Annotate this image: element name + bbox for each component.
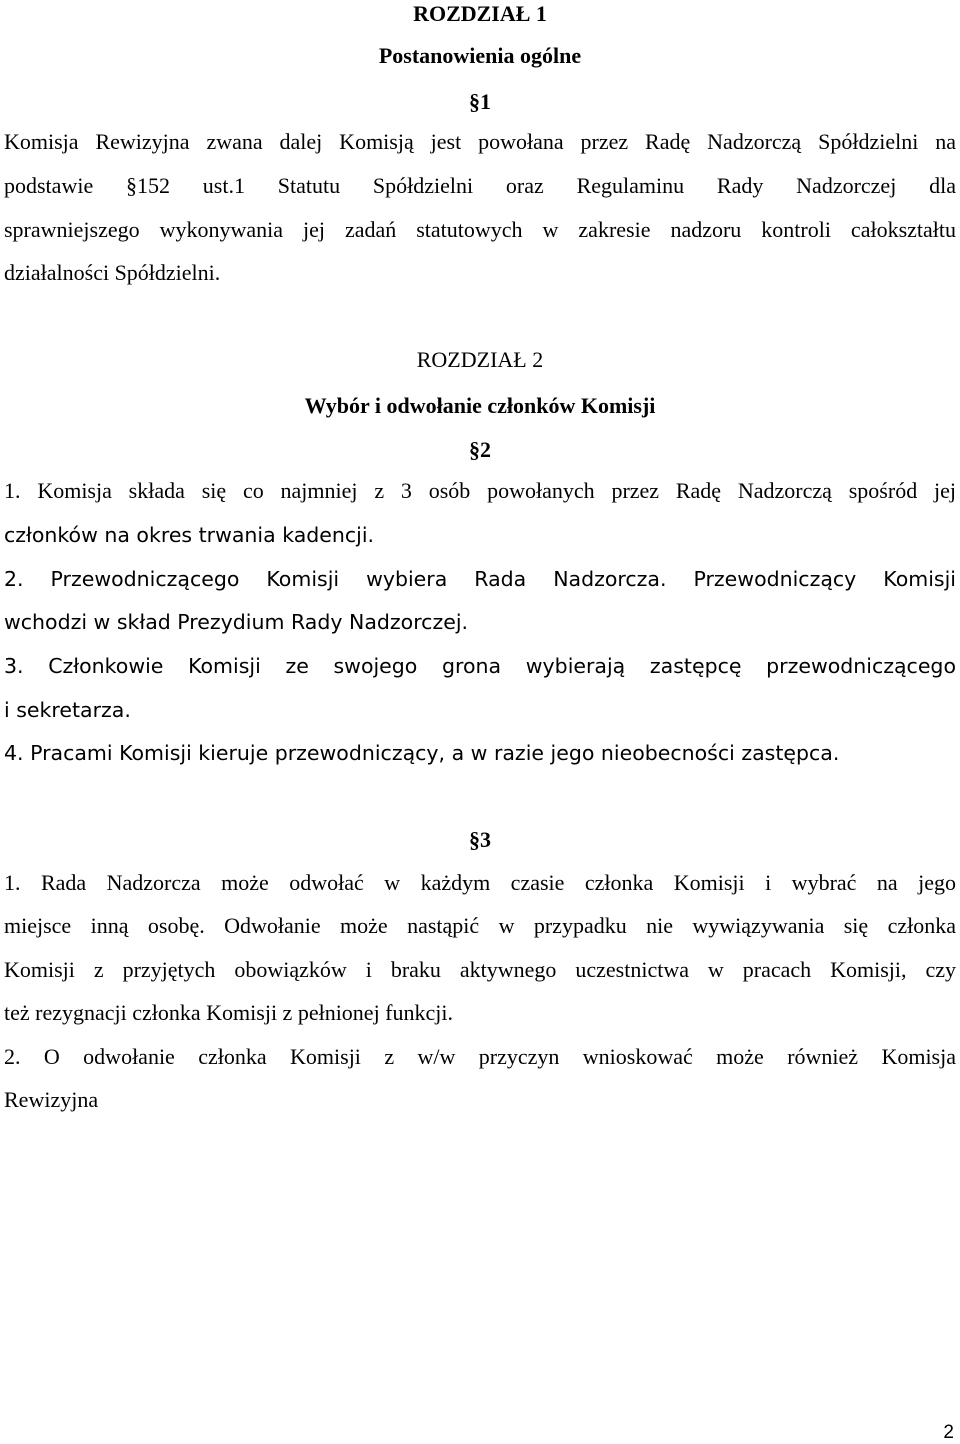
chapter2-line-5: 3. Członkowie Komisji ze swojego grona wybierają zastępcę przewodniczącego [4, 654, 956, 678]
chapter2-line-2: członków na okres trwania kadencji. [4, 523, 375, 547]
section3-line-4: też rezygnacji członka Komisji z pełnionej funkcji. [4, 1000, 454, 1025]
chapter2-heading: ROZDZIAŁ 2 [416, 347, 544, 372]
chapter1-title: Postanowienia ogólne [378, 43, 582, 68]
chapter2-line-6: i sekretarza. [4, 698, 131, 722]
chapter1-line-4: działalności Spółdzielni. [4, 260, 221, 285]
chapter2-line-4: wchodzi w skład Prezydium Rady Nadzorczej. [4, 610, 469, 634]
section3-line-5: 2. O odwołanie członka Komisji z w/w przyczyn wnioskować może również Komisja [4, 1044, 956, 1069]
chapter1-line-2: podstawie §152 ust.1 Statutu Spółdzielni oraz Regulaminu Rady Nadzorczej dla [4, 173, 956, 198]
section3-line-2: miejsce inną osobę. Odwołanie może nastąpić w przypadku nie wywiązywania się członka [4, 913, 956, 938]
section-3-mark: §3 [469, 827, 491, 852]
chapter2-title: Wybór i odwołanie członków Komisji [304, 393, 656, 418]
page-number: 2 [943, 1422, 954, 1443]
chapter2-line-3: 2. Przewodniczącego Komisji wybiera Rada Nadzorcza. Przewodniczący Komisji [4, 567, 956, 591]
chapter1-line-3: sprawniejszego wykonywania jej zadań statutowych w zakresie nadzoru kontroli całokształtu [4, 217, 956, 242]
chapter2-line-7: 4. Pracami Komisji kieruje przewodniczący, a w razie jego nieobecności zastępca. [4, 741, 840, 765]
chapter1-line-1: Komisja Rewizyjna zwana dalej Komisją jest powołana przez Radę Nadzorczą Spółdzielni na [4, 129, 956, 154]
chapter1-heading: ROZDZIAŁ 1 [413, 1, 547, 26]
section3-line-1: 1. Rada Nadzorcza może odwołać w każdym czasie członka Komisji i wybrać na jego [4, 870, 956, 895]
chapter2-line-1: 1. Komisja składa się co najmniej z 3 osób powołanych przez Radę Nadzorczą spośród jej [4, 478, 956, 503]
section3-line-6: Rewizyjna [4, 1087, 99, 1112]
section3-line-3: Komisji z przyjętych obowiązków i braku aktywnego uczestnictwa w pracach Komisji, czy [4, 957, 956, 982]
section-1-mark: §1 [469, 89, 491, 114]
section-2-mark: §2 [469, 437, 491, 462]
